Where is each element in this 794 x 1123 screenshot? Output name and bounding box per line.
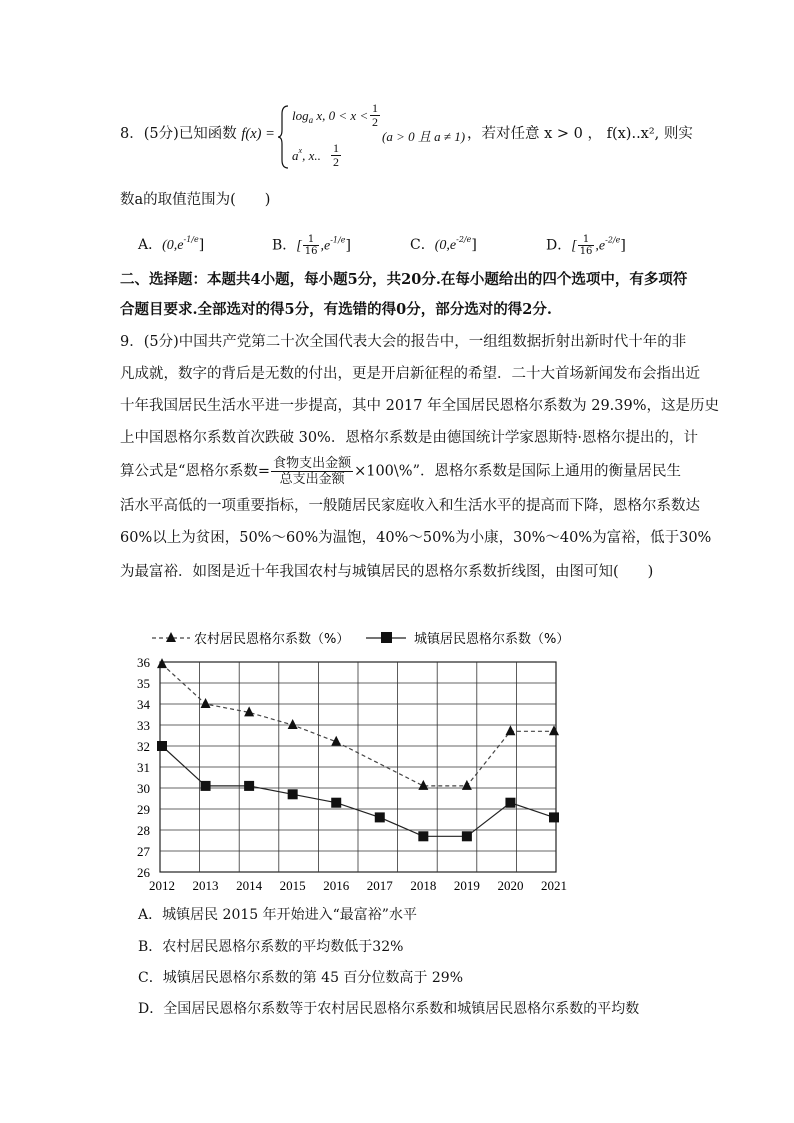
section2-line1: 二、选择题：本题共4小题，每小题5分，共20分.在每小题给出的四个选项中，有多项符: [120, 271, 688, 288]
x-tick-label: 2021: [541, 878, 567, 893]
choice-a-label: A．: [138, 237, 163, 253]
urban-point: [505, 798, 515, 808]
piece1-log: log: [292, 108, 309, 123]
rural-point: [549, 725, 559, 735]
y-tick-label: 29: [137, 802, 150, 817]
urban-point: [331, 798, 341, 808]
y-tick-label: 34: [137, 697, 150, 712]
x-tick-label: 2015: [279, 878, 306, 893]
legend-urban-label: 城镇居民恩格尔系数（%）: [414, 632, 570, 647]
choice-b-label: B．: [272, 237, 297, 254]
choice-d-exp: -2/e: [605, 235, 621, 245]
q9-formula-line: [120, 456, 681, 487]
q9-line-2: 凡成就，数字的背后是无数的付出，更是开启新征程的希望．二十大首场新闻发布会指出近: [120, 366, 700, 382]
piece1-sub: a: [308, 115, 314, 125]
piece2-rest: , x..: [302, 148, 321, 163]
q9-line-1: 9．(5分)中国共产党第二十次全国代表大会的报告中，一组组数据折射出新时代十年的非: [120, 334, 687, 350]
q8-fx: f(x) =: [241, 126, 275, 142]
q8-suffix-text: ，若对任意 x > 0 ， f(x)..x², 则实: [467, 126, 693, 142]
x-tick-label: 2014: [236, 878, 263, 893]
choice-d[interactable]: D．[ $\frac{1}{16}$ $,e^{-2/e}$]: [546, 234, 626, 257]
rural-point: [201, 698, 211, 708]
urban-point: [288, 789, 298, 799]
x-tick-label: 2016: [323, 878, 350, 893]
x-tick-label: 2012: [149, 878, 175, 893]
q8-line2: [120, 190, 270, 210]
urban-point: [244, 781, 254, 791]
y-tick-label: 35: [137, 676, 150, 691]
y-tick-label: 26: [137, 865, 150, 880]
legend-rural-label: 农村居民恩格尔系数（%）: [194, 632, 350, 647]
half-num-2: 1: [333, 141, 339, 155]
half-den-2: 2: [333, 155, 339, 169]
formula-prefix: 算公式是“恩格尔系数=: [120, 463, 271, 480]
q9-line-3: 十年我国居民生活水平进一步提高，其中 2017 年全国居民恩格尔系数为 29.39%，这是历史: [120, 398, 720, 414]
urban-point: [375, 812, 385, 822]
choice-a[interactable]: A．$(0,e^{-1/e}]$: [138, 235, 205, 253]
piece2-a: a: [292, 148, 299, 163]
engel-line-chart: [130, 620, 570, 900]
q9-option-a[interactable]: A．城镇居民 2015 年开始进入“最富裕”水平: [138, 907, 417, 923]
q9-option-c[interactable]: C．城镇居民恩格尔系数的第 45 百分位数高于 29%: [138, 970, 463, 986]
rural-point: [418, 780, 428, 790]
rural-point: [505, 725, 515, 735]
y-tick-label: 32: [137, 739, 150, 754]
half-den: 2: [372, 115, 378, 129]
piece2-half: [330, 142, 342, 169]
choice-c-label: C．: [410, 237, 435, 253]
formula-suffix: ×100\%”．恩格尔系数是国际上通用的衡量居民生: [354, 463, 681, 480]
x-tick-label: 2019: [453, 878, 480, 893]
piece-cond: [382, 126, 465, 145]
q8-prefix: 8．(5分)已知函数: [120, 126, 237, 142]
x-tick-label: 2020: [497, 878, 524, 893]
piece-1: [292, 108, 368, 125]
piece2-sup: x: [298, 146, 303, 155]
q9-line-4: 上中国恩格尔系数首次跌破 30%．恩格尔系数是由德国统计学家恩斯特·恩格尔提出的，计: [120, 430, 698, 446]
rural-point: [157, 658, 167, 668]
urban-point: [462, 831, 472, 841]
formula-den: 总支出金额: [279, 472, 345, 487]
q8-cond: (a > 0 且 a ≠ 1): [382, 129, 466, 144]
q9-line-7: 60%以上为贫困，50%～60%为温饱，40%～50%为小康，30%～40%为富裕，低于30%: [120, 530, 712, 546]
urban-point: [157, 741, 167, 751]
q8-line1: [120, 124, 275, 144]
urban-point: [201, 781, 211, 791]
q8-suffix: [467, 124, 693, 144]
formula-num: 食物支出金额: [273, 456, 352, 471]
choice-c-exp: -2/e: [456, 235, 472, 244]
choice-b[interactable]: B．[ $\frac{1}{16}$ $,e^{-1/e}$]: [272, 234, 351, 257]
y-tick-label: 36: [137, 655, 150, 670]
choice-b-exp: -1/e: [330, 235, 346, 245]
rural-point: [462, 780, 472, 790]
y-tick-label: 27: [137, 844, 150, 859]
y-tick-label: 33: [137, 718, 150, 733]
urban-point: [418, 831, 428, 841]
legend-urban-marker: [381, 632, 392, 643]
q9-line-6: 活水平高低的一项重要指标，一般随居民家庭收入和生活水平的提高而下降，恩格尔系数达: [120, 498, 700, 514]
urban-point: [549, 812, 559, 822]
q9-line-8: 为最富裕．如图是近十年我国农村与城镇居民的恩格尔系数折线图，由图可知( ): [120, 564, 654, 580]
half-num: 1: [372, 101, 378, 115]
y-tick-label: 28: [137, 823, 150, 838]
q8-line2-text: 数a的取值范围为( ): [120, 192, 271, 208]
q9-option-b[interactable]: B．农村居民恩格尔系数的平均数低于32%: [138, 939, 404, 955]
choice-a-exp: -1/e: [183, 235, 199, 244]
y-tick-label: 30: [137, 781, 150, 796]
piecewise-brace: [278, 104, 290, 170]
piece-2: [292, 146, 321, 164]
x-tick-label: 2013: [192, 878, 219, 893]
q9-option-d[interactable]: D．全国居民恩格尔系数等于农村居民恩格尔系数和城镇居民恩格尔系数的平均数: [138, 1001, 640, 1017]
legend-rural-marker: [166, 632, 176, 642]
x-tick-label: 2018: [410, 878, 437, 893]
piece1-rest: x, 0 < x <: [316, 108, 369, 123]
piece1-half: [369, 102, 381, 129]
choice-d-label: D．: [546, 237, 572, 254]
x-tick-label: 2017: [366, 878, 393, 893]
section2-line2: 合题目要求.全部选对的得5分，有选错的得0分，部分选对的得2分.: [120, 301, 552, 318]
y-tick-label: 31: [137, 760, 150, 775]
choice-c[interactable]: C．$(0,e^{-2/e}]$: [410, 235, 477, 253]
rural-point: [288, 719, 298, 729]
